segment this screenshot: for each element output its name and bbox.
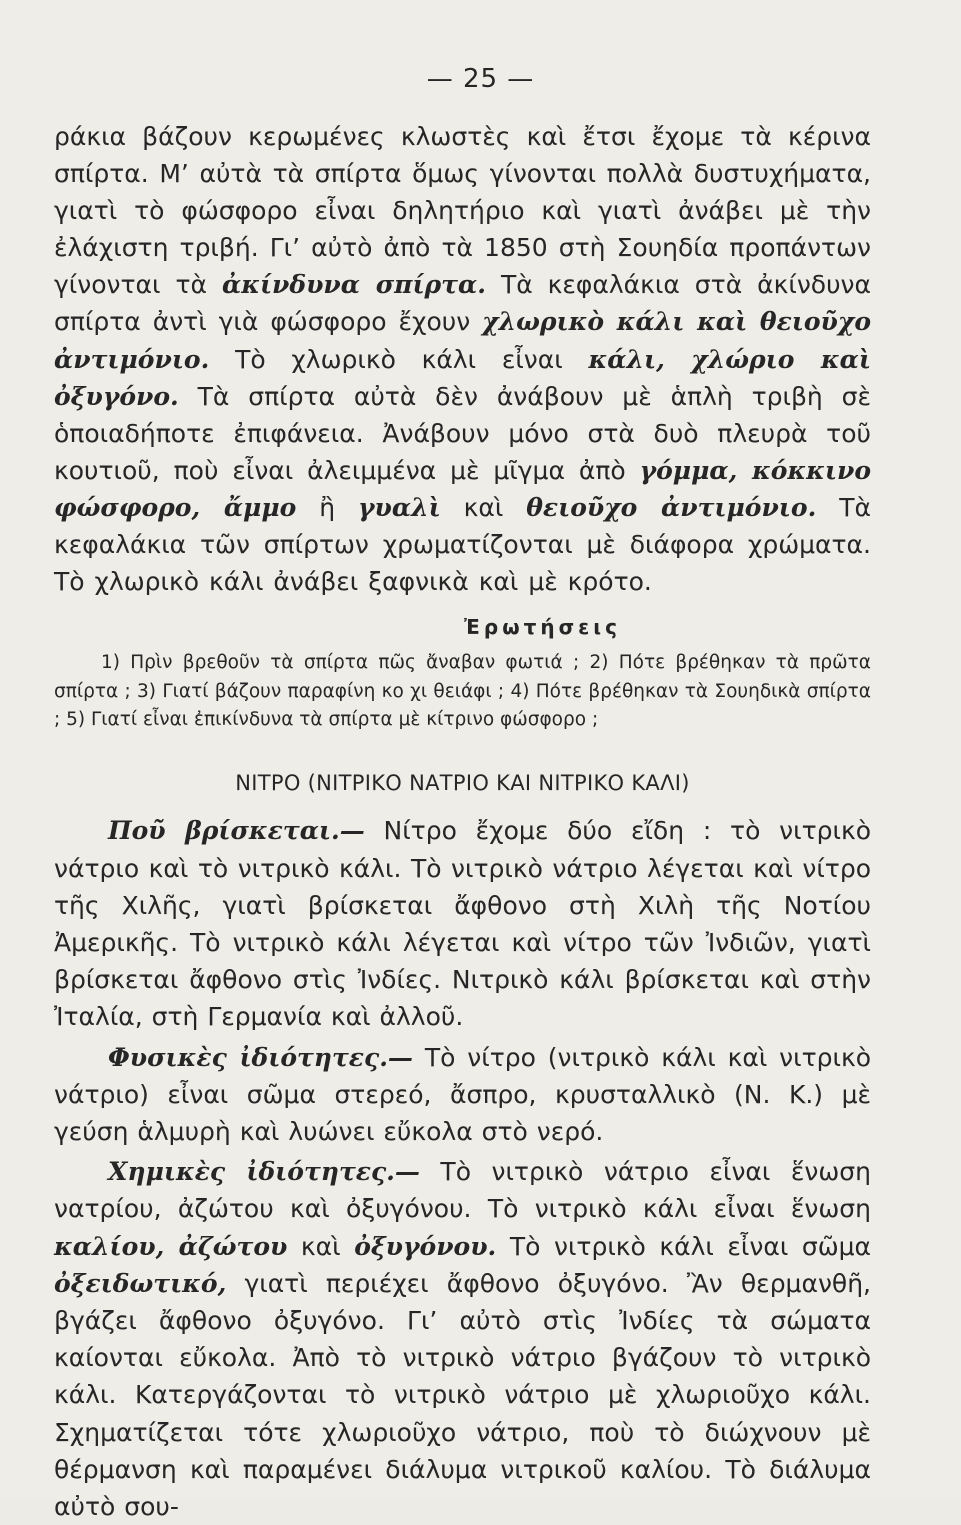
chemical-bold-3: ὀξειδωτικό, (54, 1268, 227, 1298)
intro-text-4: Τὰ σπίρτα αὐτὰ δὲν ἀνάβουν μὲ ἁπλὴ τριβὴ σὲ ὁποιαδήποτε ἐπιφάνεια. Ἀνάβουν μόνο στὰ δυὸ πλευρὰ τοῦ κουτιοῦ, ποὺ εἶναι ἀλειμμένα μὲ μῖγμα ἀπὸ (54, 381, 872, 485)
intro-text-6: καὶ (463, 492, 504, 522)
where-found-paragraph (54, 812, 871, 1035)
intro-text-5: ἢ (319, 492, 336, 522)
physical-properties-lead: Φυσικὲς ἰδιότητες.— (108, 1042, 413, 1072)
intro-text-1: ράκια βάζουν κερωμένες κλωστὲς καὶ ἔτσι ἔχομε τὰ κέρινα σπίρτα. Μ’ αὐτὰ τὰ σπίρτα ὅμως γίνονται πολλὰ δυστυχήματα, γιατὶ τὸ φώσφορο εἶναι δηλητήριο καὶ γιατὶ ἀνάβει μὲ τὴν ἐλάχιστη τριβή. Γι’ αὐτὸ ἀπὸ τὰ 1850 στὴ Σουηδία προπάντων γίνονται τὰ (54, 122, 871, 300)
page-number: — 25 — (426, 64, 535, 94)
physical-properties-paragraph (54, 1039, 871, 1151)
section-title: ΝΙΤΡΟ (ΝΙΤΡΙΚΟ ΝΑΤΡΙΟ ΚΑΙ ΝΙΤΡΙΚΟ ΚΑΛΙ) (235, 771, 690, 796)
where-found-lead: Ποῦ βρίσκεται.— (108, 816, 365, 846)
intro-bold-2: χλωρικὸ κάλι καὶ θειοῦχο ἀντιμόνιο. (54, 307, 871, 374)
chemical-bold-1: καλίου, ἀζώτου (54, 1231, 288, 1261)
chemical-properties-paragraph (54, 1153, 871, 1525)
intro-bold-5: γυαλὶ (358, 492, 441, 522)
chemical-text-1: Τὸ νιτρικὸ νάτριο εἶναι ἕνωση νατρίου, ἀζώτου καὶ ὀξυγόνου. Τὸ νιτρικὸ κάλι εἶναι ἕνωση (54, 1157, 871, 1224)
page-content (54, 118, 871, 1525)
chemical-text-3: Τὸ νιτρικὸ κάλι εἶναι σῶμα (509, 1231, 872, 1261)
intro-bold-1: ἀκίνδυνα σπίρτα. (221, 270, 486, 300)
intro-bold-3: κάλι, χλώριο καὶ ὀξυγόνο. (54, 344, 872, 411)
intro-bold-4: γόμμα, κόκκινο φώσφορο, ἄμμο (54, 455, 872, 522)
intro-paragraph (54, 118, 871, 600)
intro-text-3: Τὸ χλωρικὸ κάλι εἶναι (235, 344, 563, 374)
chemical-bold-2: ὀξυγόνου. (354, 1231, 497, 1261)
intro-text-2: Τὰ κεφαλάκια στὰ ἀκίνδυνα σπίρτα ἀντὶ γιὰ φώσφορο ἔχουν (54, 270, 871, 337)
chemical-text-4: γιατὶ περιέχει ἄφθονο ὀξυγόνο. Ἂν θερμανθῆ, βγάζει ἄφθονο ὀξυγόνο. Γι’ αὐτὸ στὶς Ἰνδίες τὰ σώματα καίονται εὔκολα. Ἀπὸ τὸ νιτρικὸ νάτριο βγάζουν τὸ νιτρικὸ κάλι. Κατεργάζονται τὸ νιτρικὸ νάτριο μὲ χλωριοῦχο κάλι. Σχηματίζεται τότε χλωριοῦχο νάτριο, ποὺ τὸ διώχνουν μὲ θέρμανση καὶ παραμένει διάλυμα νιτρικοῦ καλίου. Τὸ διάλυμα αὐτὸ σου- (54, 1268, 871, 1522)
physical-properties-text: Τὸ νίτρο (νιτρικὸ κάλι καὶ νιτρικὸ νάτριο) εἶναι σῶμα στερεό, ἄσπρο, κρυσταλλικὸ (Ν. Κ.) μὲ γεύση ἁλμυρὴ καὶ λυώνει εὔκολα στὸ νερό. (54, 1042, 871, 1147)
where-found-text: Νίτρο ἔχομε δύο εἴδη : τὸ νιτρικὸ νάτριο καὶ τὸ νιτρικὸ κάλι. Τὸ νιτρικὸ νάτριο λέγεται καὶ νίτρο τῆς Χιλῆς, γιατὶ βρίσκεται ἄφθονο στὴ Χιλὴ τῆς Νοτίου Ἀμερικῆς. Τὸ νιτρικὸ κάλι λέγεται καὶ νίτρο τῶν Ἰνδιῶν, γιατὶ βρίσκεται ἄφθονο στὶς Ἰνδίες. Νιτρικὸ κάλι βρίσκεται καὶ στὴν Ἰταλία, στὴ Γερμανία καὶ ἀλλοῦ. (54, 816, 871, 1032)
chemical-properties-lead: Χημικὲς ἰδιότητες.— (108, 1157, 420, 1187)
chemical-text-2: καὶ (300, 1231, 341, 1261)
intro-bold-6: θειοῦχο ἀντιμόνιο. (526, 492, 817, 522)
questions-paragraph: 1) Πρὶν βρεθοῦν τὰ σπίρτα πῶς ἄναβαν φωτιά ; 2) Πότε βρέθηκαν τὰ πρῶτα σπίρτα ; 3) Γιατί βάζουν παραφίνη κο χι θειάφι ; 4) Πότε βρέθηκαν τὰ Σουηδικὰ σπίρτα ; 5) Γιατί εἶναι ἐπικίνδυνα τὰ σπίρτα μὲ κίτρινο φώσφορο ; (54, 652, 871, 731)
questions-heading: Ἐρωτήσεις (464, 615, 621, 640)
intro-text-7: Τὰ κεφαλάκια τῶν σπίρτων χρωματίζονται μὲ διάφορα χρώματα. Τὸ χλωρικὸ κάλι ἀνάβει ξαφνικὰ καὶ μὲ κρότο. (54, 492, 871, 597)
